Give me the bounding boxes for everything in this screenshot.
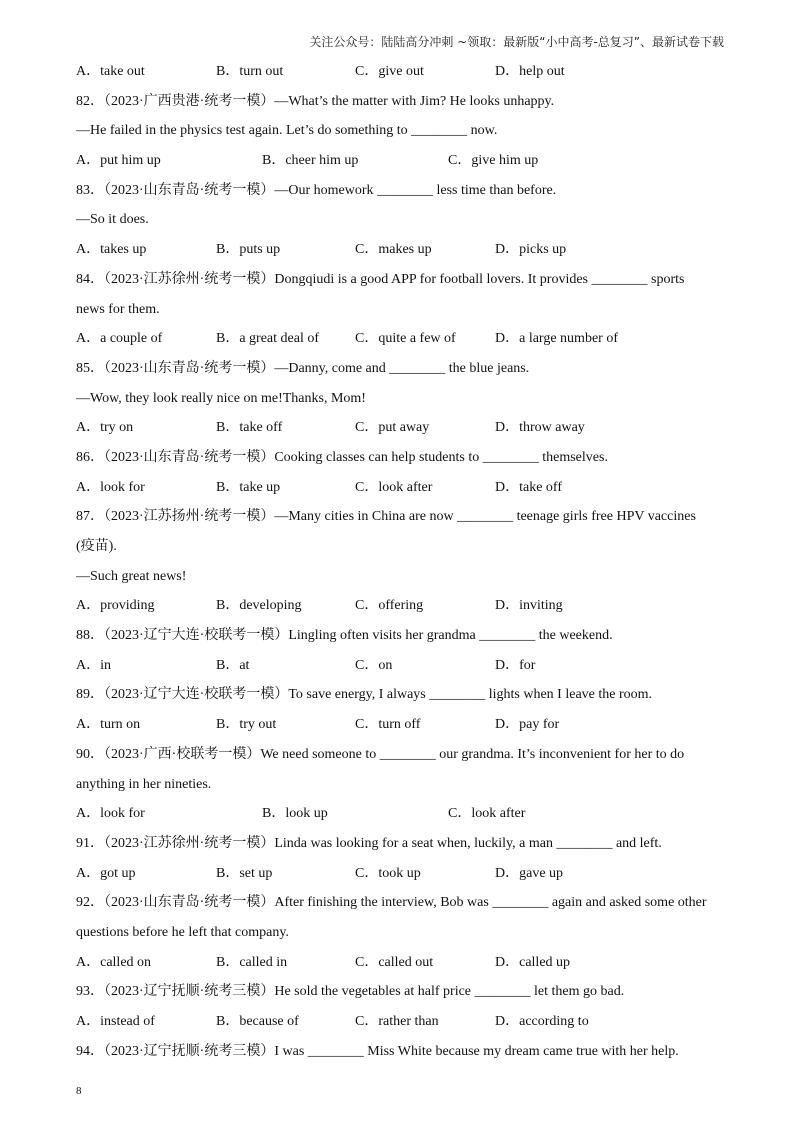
option-a: A．put him up	[76, 153, 161, 169]
option-a: A．instead of	[76, 1014, 155, 1029]
question-stem-line	[76, 265, 724, 295]
question-stem-line: —Such great news!	[76, 568, 187, 584]
question-86	[76, 443, 724, 502]
question-93	[76, 977, 724, 1036]
option-d: D．according to	[495, 1014, 589, 1029]
option-c: C．called out	[355, 954, 434, 970]
question-number: 94．	[76, 1043, 104, 1059]
question-87	[76, 502, 724, 621]
options-q87	[76, 591, 724, 621]
question-source: （2023·广西贵港·统考一模）	[104, 93, 275, 109]
question-stem-line: —Wow, they look really nice on me!Thanks, Mom!	[76, 390, 366, 406]
option-b: B．turn out	[216, 64, 284, 79]
question-source: （2023·辽宁大连·校联考一模）	[104, 687, 289, 703]
option-a: A．takes up	[76, 242, 147, 258]
question-stem-line	[76, 502, 724, 532]
question-text: —Our homework ________ less time than before.	[274, 182, 557, 198]
option-c: C．took up	[355, 865, 421, 881]
option-d: D．called up	[495, 954, 571, 970]
question-number: 92．	[76, 895, 104, 911]
question-number: 86．	[76, 449, 104, 465]
question-source: （2023·山东青岛·统考一模）	[104, 895, 275, 911]
question-stem-line	[76, 680, 724, 710]
options-q85	[76, 413, 724, 443]
question-number: 89．	[76, 687, 104, 703]
option-d: D．help out	[495, 64, 565, 79]
option-d: D．a large number of	[495, 331, 618, 347]
option-b: B．take off	[216, 420, 283, 436]
question-stem-line: anything in her nineties.	[76, 776, 212, 792]
options-q91	[76, 859, 724, 889]
option-b: B．take up	[216, 479, 281, 495]
option-d: D．take off	[495, 479, 562, 495]
option-c: C．makes up	[355, 242, 432, 258]
option-d: D．gave up	[495, 865, 564, 881]
question-stem-line: news for them.	[76, 301, 160, 317]
question-text: —What’s the matter with Jim? He looks unhappy.	[274, 93, 555, 109]
question-list	[76, 57, 724, 1066]
question-stem-line	[76, 354, 724, 384]
question-stem-line	[76, 176, 724, 206]
question-text: He sold the vegetables at half price ________ let them go bad.	[274, 984, 625, 1000]
option-a: A．turn on	[76, 717, 141, 733]
option-c: C．look after	[355, 479, 433, 495]
option-c: C．offering	[355, 598, 424, 614]
option-b: B．cheer him up	[262, 153, 359, 169]
option-a: A．providing	[76, 598, 155, 614]
option-d: D．pay for	[495, 717, 560, 733]
option-c: C．look after	[448, 806, 526, 822]
question-stem-line	[76, 740, 724, 770]
question-source: （2023·山东青岛·统考一模）	[104, 449, 275, 465]
option-a: A．try on	[76, 420, 134, 436]
option-b: B．called in	[216, 954, 288, 970]
question-stem-line	[76, 888, 724, 918]
option-a: A．got up	[76, 865, 136, 881]
options-q90	[76, 799, 724, 829]
question-source: （2023·广西·校联考一模）	[104, 746, 261, 762]
option-d: D．throw away	[495, 420, 585, 436]
options-q92	[76, 948, 724, 978]
option-a: A．look for	[76, 806, 145, 822]
option-b: B．at	[216, 657, 250, 673]
option-d: D．inviting	[495, 598, 563, 614]
question-stem-line	[76, 87, 724, 117]
options-q82	[76, 146, 724, 176]
option-d: D．for	[495, 657, 536, 673]
question-number: 90．	[76, 746, 104, 762]
question-text: Lingling often visits her grandma ________ the weekend.	[288, 628, 613, 644]
options-q84	[76, 324, 724, 354]
question-text: After finishing the interview, Bob was ________ again and asked some other	[274, 895, 707, 911]
option-c: C．turn off	[355, 717, 421, 733]
question-number: 87．	[76, 509, 104, 525]
question-text: To save energy, I always ________ lights when I leave the room.	[288, 687, 653, 703]
option-c: C．rather than	[355, 1014, 439, 1029]
option-a: A．a couple of	[76, 331, 163, 347]
options-q93	[76, 1007, 724, 1037]
question-text: Dongqiudi is a good APP for football lovers. It provides ________ sports	[274, 271, 685, 287]
question-source: （2023·山东青岛·统考一模）	[104, 360, 275, 376]
question-stem-line	[76, 443, 724, 473]
option-b: B．because of	[216, 1014, 299, 1029]
question-source: （2023·江苏徐州·统考一模）	[104, 835, 275, 851]
question-stem-line: (疫苗).	[76, 539, 117, 554]
question-text: —Danny, come and ________ the blue jeans.	[274, 360, 530, 376]
option-b: B．look up	[262, 806, 328, 822]
option-c: C．give out	[355, 64, 424, 79]
page-header: 关注公众号：陆陆高分冲刺 ~领取：最新版“小中高考-总复习”、最新试卷下载	[309, 35, 724, 49]
option-b: B．developing	[216, 598, 302, 614]
options-q81	[76, 57, 724, 87]
question-number: 83．	[76, 182, 104, 198]
option-d: D．picks up	[495, 242, 567, 258]
question-source: （2023·江苏扬州·统考一模）	[104, 509, 275, 525]
question-stem-line: —He failed in the physics test again. Let’s do something to ________ now.	[76, 123, 498, 139]
option-a: A．in	[76, 657, 111, 673]
question-90	[76, 740, 724, 829]
option-a: A．take out	[76, 64, 145, 79]
options-q89	[76, 710, 724, 740]
question-number: 85．	[76, 360, 104, 376]
question-number: 82．	[76, 93, 104, 109]
question-88	[76, 621, 724, 680]
options-q86	[76, 473, 724, 503]
question-stem-line	[76, 621, 724, 651]
question-stem-line	[76, 829, 724, 859]
question-text: Linda was looking for a seat when, luckily, a man ________ and left.	[274, 835, 662, 851]
question-text: —Many cities in China are now ________ teenage girls free HPV vaccines	[274, 509, 696, 525]
question-source: （2023·江苏徐州·统考一模）	[104, 271, 275, 287]
question-84	[76, 265, 724, 354]
question-source: （2023·辽宁大连·校联考一模）	[104, 628, 289, 644]
option-c: C．give him up	[448, 153, 539, 169]
question-source: （2023·辽宁抚顺·统考三模）	[104, 984, 275, 1000]
page-number: 8	[76, 1085, 82, 1097]
question-89	[76, 680, 724, 739]
question-stem-line	[76, 1037, 724, 1067]
question-stem-line: —So it does.	[76, 212, 149, 228]
question-83	[76, 176, 724, 265]
option-c: C．on	[355, 657, 393, 673]
question-82	[76, 87, 724, 176]
question-text: I was ________ Miss White because my dream came true with her help.	[274, 1043, 679, 1059]
question-text: Cooking classes can help students to ________ themselves.	[274, 449, 608, 465]
option-a: A．look for	[76, 479, 145, 495]
question-94	[76, 1037, 724, 1067]
options-q83	[76, 235, 724, 265]
question-source: （2023·山东青岛·统考一模）	[104, 182, 275, 198]
question-91	[76, 829, 724, 888]
question-number: 84．	[76, 271, 104, 287]
option-b: B．try out	[216, 717, 277, 733]
option-b: B．set up	[216, 865, 273, 881]
question-source: （2023·辽宁抚顺·统考三模）	[104, 1043, 275, 1059]
option-c: C．put away	[355, 420, 430, 436]
question-number: 93．	[76, 984, 104, 1000]
option-b: B．puts up	[216, 242, 281, 258]
question-stem-line	[76, 977, 724, 1007]
question-number: 88．	[76, 628, 104, 644]
question-92	[76, 888, 724, 977]
question-text: We need someone to ________ our grandma. It’s inconvenient for her to do	[260, 746, 685, 762]
option-b: B．a great deal of	[216, 331, 320, 347]
option-a: A．called on	[76, 954, 152, 970]
question-stem-line: questions before he left that company.	[76, 924, 289, 940]
option-c: C．quite a few of	[355, 331, 456, 347]
question-number: 91．	[76, 835, 104, 851]
question-85	[76, 354, 724, 443]
options-q88	[76, 651, 724, 681]
